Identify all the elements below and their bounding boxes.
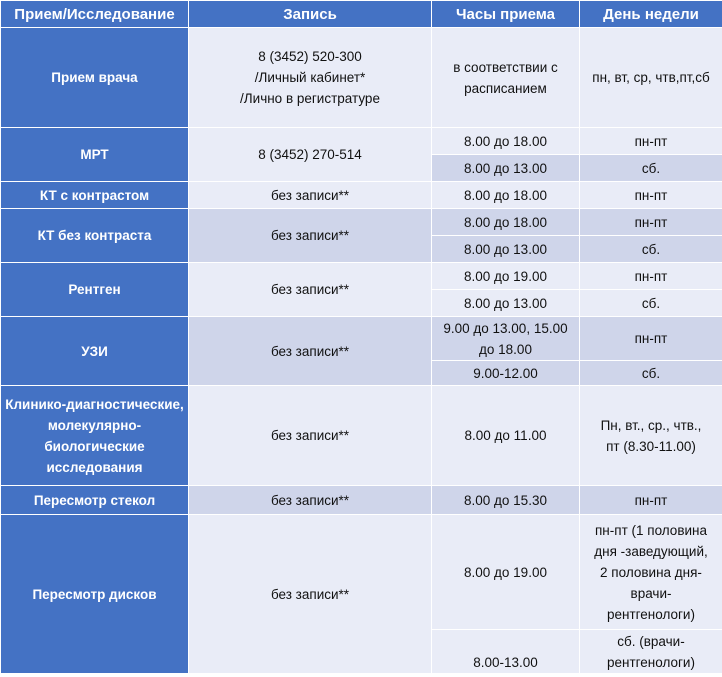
booking-line: /Личный кабинет* <box>254 70 366 85</box>
days-line: сб. (врачи- <box>617 633 685 649</box>
days-line: Пн, вт., ср., чтв., <box>600 417 702 433</box>
service-name-line: исследования <box>46 459 143 475</box>
hours-cell: 8.00 до 11.00 <box>432 386 580 486</box>
service-name-line: Клинико-диагностические, <box>5 396 184 412</box>
hours-cell: 8.00 до 19.00 <box>432 515 580 630</box>
days-cell: сб. <box>580 361 722 386</box>
service-name: КТ с контрастом <box>1 182 189 209</box>
hours-cell: 8.00 до 18.00 <box>432 182 580 209</box>
row-xray <box>1 263 722 290</box>
days-line: врачи- <box>630 585 672 601</box>
header-days: День недели <box>580 1 722 28</box>
days-cell: сб. <box>580 290 722 317</box>
days-cell: пн-пт <box>580 128 722 155</box>
hours-cell <box>432 317 580 361</box>
row-lab <box>1 386 722 486</box>
days-cell: сб. <box>580 236 722 263</box>
days-line: пт (8.30-11.00) <box>606 438 696 454</box>
hours-cell: 8.00 до 13.00 <box>432 236 580 263</box>
service-name: МРТ <box>1 128 189 182</box>
phone-text: 8 (3452) 270-514 <box>189 128 432 182</box>
hours-cell: 8.00 до 13.00 <box>432 155 580 182</box>
row-ct-no-contrast <box>1 209 722 236</box>
header-service: Прием/Исследование <box>1 1 189 28</box>
booking-cell: без записи** <box>189 317 432 386</box>
booking-cell <box>189 28 432 128</box>
row-mri <box>1 128 722 155</box>
hours-cell: 8.00-13.00 <box>432 630 580 674</box>
row-discs <box>1 515 722 630</box>
booking-cell: без записи** <box>189 486 432 515</box>
header-hours: Часы приема <box>432 1 580 28</box>
service-name: КТ без контраста <box>1 209 189 263</box>
booking-cell: без записи** <box>189 182 432 209</box>
days-cell: пн-пт <box>580 209 722 236</box>
service-name: Пересмотр стекол <box>1 486 189 515</box>
booking-cell: без записи** <box>189 386 432 486</box>
hours-line: 9.00 до 13.00, 15.00 <box>443 320 568 336</box>
days-line: рентгенологи) <box>607 606 695 622</box>
row-ultrasound <box>1 317 722 361</box>
hours-line: расписанием <box>464 80 547 96</box>
hours-cell: 8.00 до 18.00 <box>432 128 580 155</box>
days-cell: пн-пт <box>580 263 722 290</box>
service-name: Пересмотр дисков <box>1 515 189 674</box>
booking-cell: без записи** <box>189 209 432 263</box>
header-row <box>1 1 722 28</box>
hours-cell: 8.00 до 19.00 <box>432 263 580 290</box>
booking-cell: без записи** <box>189 263 432 317</box>
hours-line: до 18.00 <box>479 341 532 357</box>
booking-line: /Лично в регистратуре <box>240 91 380 106</box>
days-line: 2 половина дня- <box>600 564 702 580</box>
hours-line: в соответствии с <box>453 59 558 75</box>
row-ct-contrast <box>1 182 722 209</box>
days-cell <box>580 630 722 674</box>
days-cell: пн-пт <box>580 486 722 515</box>
service-name-line: молекулярно-биологические <box>44 417 145 454</box>
phone-text: 8 (3452) 520-300 <box>258 49 362 64</box>
days-line: дня -заведующий, <box>594 543 708 559</box>
days-line: рентгенологи) <box>607 654 695 670</box>
booking-cell: без записи** <box>189 515 432 674</box>
hours-cell <box>432 28 580 128</box>
service-name: Рентген <box>1 263 189 317</box>
hours-cell: 8.00 до 13.00 <box>432 290 580 317</box>
days-cell <box>580 515 722 630</box>
service-name <box>1 386 189 486</box>
service-name: УЗИ <box>1 317 189 386</box>
header-booking: Запись <box>189 1 432 28</box>
days-cell <box>580 386 722 486</box>
hours-cell: 9.00-12.00 <box>432 361 580 386</box>
days-cell: пн-пт <box>580 182 722 209</box>
service-name: Прием врача <box>1 28 189 128</box>
days-cell: пн, вт, ср, чтв,пт,сб <box>580 28 722 128</box>
days-cell: пн-пт <box>580 317 722 361</box>
row-doctor <box>1 28 722 128</box>
hours-cell: 8.00 до 15.30 <box>432 486 580 515</box>
days-line: пн-пт (1 половина <box>595 522 707 538</box>
days-cell: сб. <box>580 155 722 182</box>
hours-cell: 8.00 до 18.00 <box>432 209 580 236</box>
row-slides <box>1 486 722 515</box>
